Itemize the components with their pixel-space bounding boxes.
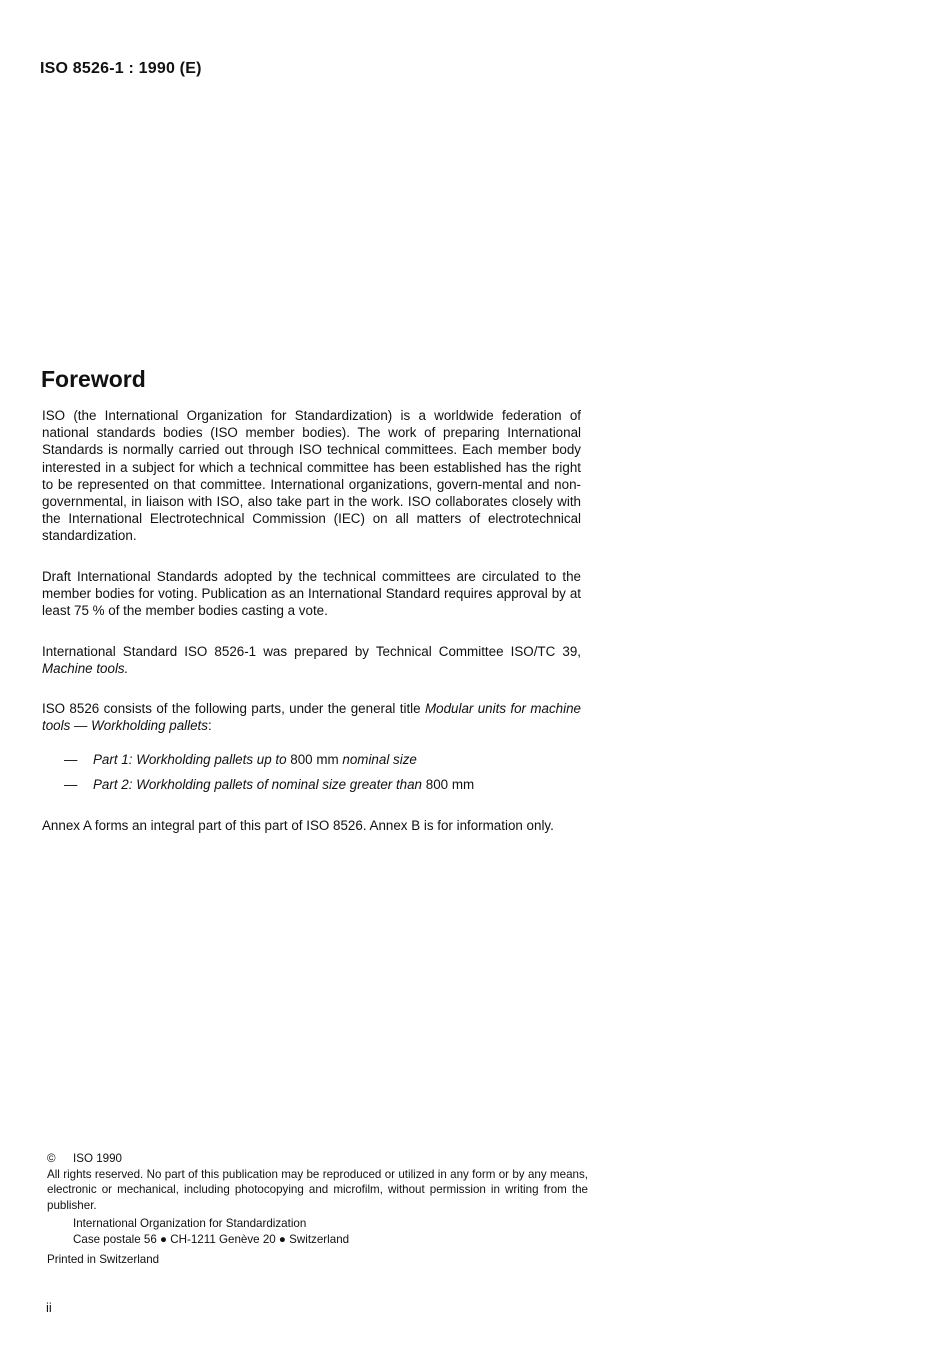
- part-size-unit: mm: [316, 752, 339, 767]
- copyright-icon: ©: [47, 1152, 56, 1165]
- part-title: Workholding pallets of nominal size greater than: [136, 777, 423, 792]
- rights-statement: All rights reserved. No part of this publication may be reproduced or utilized in any form or by any means, electronic or mechanical, including photocopying and microfilm, without permission in writing from the publisher.: [47, 1167, 588, 1212]
- part-size-unit: mm: [451, 777, 475, 792]
- list-item: [64, 751, 474, 776]
- part-label: Part 2:: [93, 777, 133, 792]
- part-label: Part 1:: [93, 752, 133, 767]
- parts-intro: ISO 8526 consists of the following parts, under the general title: [42, 701, 421, 716]
- organization-address: Case postale 56 ● CH-1211 Genève 20 ● Switzerland: [73, 1232, 350, 1246]
- part-title: Workholding pallets up to: [136, 752, 287, 767]
- part-title-suffix: nominal size: [342, 752, 417, 767]
- foreword-paragraph-1: ISO (the International Organization for Standardization) is a worldwide federation of national standards bodies (ISO member bodies). The work of preparing International Standards is normally carried out through ISO technical committees. Each member body interested in a subject for which a technical committee has been established has the right to be represented on that committee. International organizations, govern-mental and non-governmental, in liaison with ISO, also take part in the work. ISO collaborates closely with the International Electrotechnical Commission (IEC) on all matters of electrotechnical standardization.: [42, 408, 581, 544]
- page-number: ii: [46, 1300, 52, 1315]
- foreword-paragraph-2: Draft International Standards adopted by the technical committees are circulated to the member bodies for voting. Publication as an International Standard requires approval by at least 75 % of the member bodies casting a vote.: [42, 569, 581, 619]
- list-dash: —: [64, 752, 78, 767]
- part-size-value: 800: [290, 752, 313, 767]
- organization-name: International Organization for Standardization: [73, 1217, 307, 1231]
- copyright-year: ISO 1990: [73, 1152, 122, 1165]
- list-item: [64, 776, 474, 801]
- committee-name: Machine tools.: [42, 661, 129, 677]
- copyright-block: [47, 1151, 588, 1267]
- page-title: Foreword: [41, 366, 146, 392]
- list-dash: —: [64, 777, 78, 792]
- document-header: ISO 8526-1 : 1990 (E): [40, 60, 202, 77]
- parts-list: [64, 751, 474, 801]
- foreword-paragraph-4: [42, 700, 581, 734]
- committee-statement: International Standard ISO 8526-1 was prepared by Technical Committee ISO/TC 39,: [42, 644, 581, 659]
- general-title-colon: :: [207, 718, 212, 734]
- foreword-paragraph-3: [42, 643, 581, 677]
- copyright-line: [47, 1151, 588, 1167]
- printed-in: Printed in Switzerland: [47, 1252, 160, 1266]
- part-size-value: 800: [425, 777, 449, 792]
- foreword-paragraph-5: Annex A forms an integral part of this part of ISO 8526. Annex B is for information only.: [42, 818, 554, 833]
- general-title: Modular units for machine tools — Workholding pallets: [42, 701, 581, 734]
